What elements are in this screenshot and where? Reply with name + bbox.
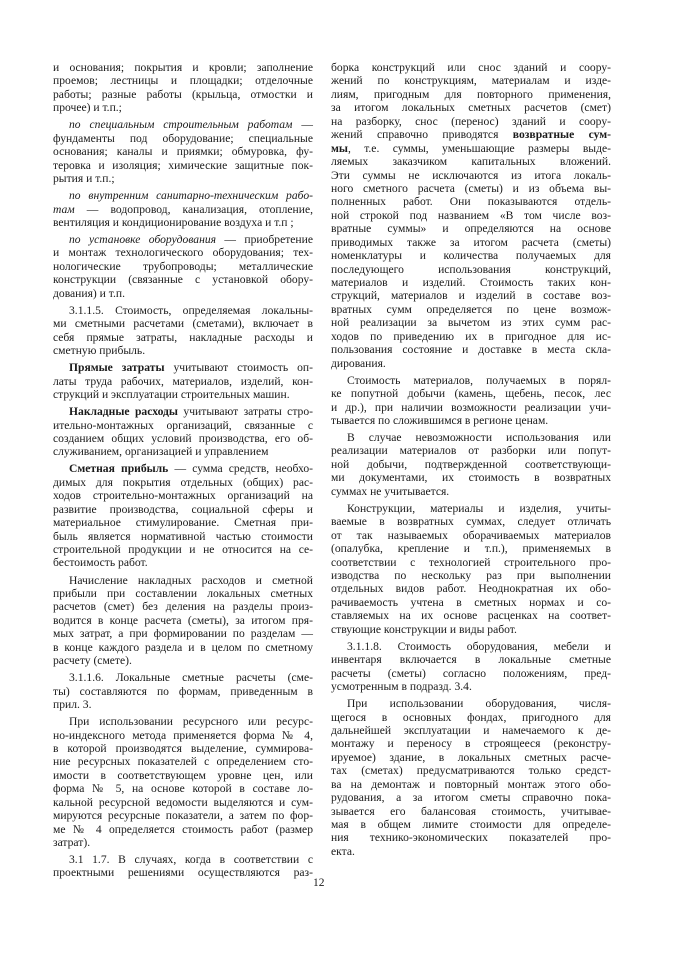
paragraph	[331, 697, 611, 858]
text-line: ке попутной добычи (камень, щебень, песок, лес	[331, 387, 611, 401]
text-line: затрат).	[53, 836, 91, 849]
text-line: изводства по нескольку раз при выполнении	[331, 568, 611, 582]
paragraph	[53, 361, 313, 401]
text-line: ставляемых на их основе расценках на соответ-	[331, 609, 611, 623]
text-line: ной реализации за вычетом из этих сумм рас-	[331, 316, 611, 330]
text-line: При использовании ресурсного или ресурс-	[69, 715, 313, 729]
text-line: Стоимость материалов, получаемых в порял-	[347, 373, 611, 387]
text-line: 3.1.1.8. Стоимость оборудования, мебели и	[347, 639, 611, 653]
text-line: вратные суммы» и определяются на основе	[331, 222, 611, 236]
text-line: Начисление накладных расходов и сметной	[69, 573, 313, 587]
paragraph	[53, 574, 313, 668]
text-line: материальное стимулирование. Сметная при-	[53, 516, 313, 530]
left-column	[53, 61, 313, 880]
text-segment: — сумма средств, необхо-	[168, 462, 313, 476]
text-line: ты) составляются по формам, приведенным в	[53, 684, 313, 698]
text-line	[53, 405, 313, 418]
text-line: (опалубка, крепление и т.п.), применяемых в	[331, 542, 611, 556]
text-line: но-индексного метода применяется форма № 4,	[53, 728, 313, 742]
text-line	[331, 142, 611, 155]
text-line: ствующие конструкции и виды работ.	[331, 622, 517, 636]
paragraph	[331, 61, 611, 370]
paragraph	[331, 431, 611, 498]
text-line: ной добычи, подтвержденной соответствующи-	[331, 457, 611, 471]
text-line: 3.1 1.7. В случаях, когда в соответствии с	[69, 853, 313, 867]
text-line: и др.), при наличии возможности реализации учи-	[331, 400, 611, 414]
text-line: дальнейшей эксплуатации и намечаемого к де-	[331, 723, 611, 737]
text-line: реализации материалов от разборки или попут-	[331, 444, 611, 458]
text-line: прибыли при составлении локальных сметных	[53, 586, 313, 600]
text-segment: учитывают затраты стро-	[177, 405, 313, 419]
text-line: теровка и изоляция; химические защитные пок-	[53, 158, 313, 172]
italic-term: по установке оборудования	[69, 233, 217, 247]
text-line: рытия и т.п.;	[53, 172, 115, 186]
text-line: соответствии с технологией строительного про-	[331, 555, 611, 569]
text-line: нологические трубопроводы; металлические	[53, 259, 313, 273]
text-line: жений по конструкциям, материалам и изде-	[331, 74, 611, 88]
text-line: 3.1.1.5. Стоимость, определяемая локальны-	[69, 303, 313, 317]
italic-term: там	[53, 202, 75, 216]
text-line: борка конструкций или снос зданий и соору-	[331, 61, 611, 74]
text-line: созданием общих условий производства, его об-	[53, 431, 313, 445]
paragraph	[53, 61, 313, 115]
text-line: лиям, пригодным для повторного применения,	[331, 87, 611, 101]
text-line: ваемые в возвратных суммах, следует отличать	[331, 515, 611, 529]
text-line	[53, 233, 313, 246]
bold-term: возвратные сум-	[512, 128, 611, 142]
text-line: мая в общем лимите стоимости для определе-	[331, 818, 611, 832]
text-line: ва на демонтаж и повторный монтаж этого обо-	[331, 777, 611, 791]
text-line: ния технико-экономических показателей про-	[331, 831, 611, 845]
text-line: основания; каналы и приямки; обмуровка, фу-	[53, 145, 313, 159]
text-line: вратных сумм определяется по цене возмож-	[331, 302, 611, 316]
text-line: расчетов (смет) без деления на разделы произ-	[53, 600, 313, 614]
text-line: мируются ресурсные показатели, а затем по фор-	[53, 809, 313, 823]
text-line: струкций и эксплуатации строительных машин.	[53, 388, 290, 402]
text-line: имости в соответствующем уровне цен, или	[53, 768, 313, 782]
text-line	[331, 128, 611, 141]
text-line: в которой производятся выделение, суммирова-	[53, 741, 313, 755]
text-line: суммах не учитывается.	[331, 484, 450, 498]
text-line: тывается по сложившимся в регионе ценам.	[331, 413, 549, 427]
text-line: проектными решениями осуществляются раз-	[53, 866, 313, 880]
text-line: себя прямые затраты, накладные расходы и	[53, 330, 313, 344]
text-line: полненных работ. Они показываются отдель-	[331, 195, 611, 209]
text-line: приводимых также за итогом расчета (сметы)	[331, 235, 611, 249]
paragraph	[331, 502, 611, 636]
text-line: номенклатуры и количества получаемых для	[331, 249, 611, 263]
text-line	[53, 361, 313, 374]
text-line	[53, 118, 313, 131]
text-line: мых затрат, а при формировании по разделам —	[53, 627, 313, 641]
paragraph	[53, 233, 313, 300]
text-line: кальной ресурсной ведомости выделяются и сум-	[53, 795, 313, 809]
paragraph	[331, 374, 611, 428]
text-line: дирования.	[331, 356, 386, 370]
text-line: расчеты (сметы) согласно положениям, пред-	[331, 666, 611, 680]
text-line: 3.1.1.6. Локальные сметные расчеты (сме-	[69, 671, 313, 685]
bold-term: мы	[331, 141, 348, 155]
paragraph	[53, 853, 313, 880]
text-line: за итогом локальных сметных расчетов (смет)	[331, 101, 611, 115]
text-line: рачиваемость учтена в сметных нормах и со-	[331, 595, 611, 609]
text-line: рудования, а за итогом сметы справочно пока-	[331, 791, 611, 805]
text-line: прил. 3.	[53, 698, 92, 712]
text-segment: — приобретение	[216, 233, 313, 247]
paragraph	[53, 671, 313, 711]
text-line: В случае невозможности использования или	[347, 431, 611, 444]
text-line: димых для покрытия отдельных (общих) рас-	[53, 475, 313, 489]
text-line: монтажу и переносу в строящееся (реконстру-	[331, 737, 611, 751]
text-line: служиванием, организацией и управлением	[53, 445, 269, 459]
text-line	[53, 189, 313, 202]
text-line: ного сметного расчета (сметы) и из объема вы-	[331, 181, 611, 195]
text-line: строительной продукции и не относится на се-	[53, 543, 313, 557]
text-line: ходов строительно-монтажных организаций на	[53, 489, 313, 503]
text-line: ляемых заказчиком капитальных вложений.	[331, 155, 611, 169]
italic-term: по специальным строительным работам	[69, 118, 293, 132]
text-line: прочее) и т.п.;	[53, 101, 122, 115]
text-line: последующего использования конструкций,	[331, 262, 611, 276]
text-line: форма № 5, на основе которой в составе ло-	[53, 782, 313, 796]
text-line: ми сметными расчетами (сметами), включает в	[53, 317, 313, 331]
paragraph	[53, 304, 313, 358]
text-line: материалов и изделий. Стоимость таких кон-	[331, 276, 611, 289]
bold-term: Сметная прибыль	[69, 462, 169, 476]
text-line: ние ресурсных показателей с определением сто-	[53, 755, 313, 769]
bold-term: Прямые затраты	[69, 361, 165, 375]
text-line: расчету (смете).	[53, 654, 132, 668]
text-line: бестоимость работ.	[53, 556, 148, 570]
text-line: сметную прибыль.	[53, 344, 146, 358]
paragraph	[331, 640, 611, 694]
text-line: конструкции (связанные с установкой обору-	[53, 273, 313, 287]
text-line: работы; разные работы (крыльца, отмостки и	[53, 87, 313, 101]
text-line: быль является нормативной частью стоимости	[53, 529, 313, 543]
text-line: дования) и т.п.	[53, 286, 125, 300]
text-line: и основания; покрытия и кровли; заполнение	[53, 61, 313, 74]
text-line: на разборку, снос (перенос) зданий и соору-	[331, 114, 611, 128]
text-line: тах (сметах) предусматриваются только средст-	[331, 764, 611, 778]
text-line: екта.	[331, 844, 355, 858]
text-line: При использовании оборудования, числя-	[347, 697, 611, 711]
page-number: 12	[313, 877, 325, 889]
text-segment: —	[292, 118, 313, 132]
text-line: ительно-монтажных организаций, связанные с	[53, 418, 313, 432]
text-line: Эти суммы не исключаются из итога локаль-	[331, 168, 611, 182]
text-line: ме № 4 определяется стоимость работ (размер	[53, 822, 313, 836]
text-line: усмотренным в подразд. 3.4.	[331, 680, 472, 694]
text-line: инвентаря включается в локальные сметные	[331, 653, 611, 667]
text-line	[53, 203, 313, 216]
text-segment: учитывают стоимость оп-	[164, 361, 313, 375]
paragraph	[53, 189, 313, 229]
paragraph	[53, 118, 313, 185]
text-line: щегося в основных фондах, пригодного для	[331, 710, 611, 724]
text-line: и монтаж технологического оборудования; тех-	[53, 246, 313, 260]
right-column	[331, 61, 611, 858]
paragraph	[53, 405, 313, 459]
text-line: фундаменты под оборудование; специальные	[53, 131, 313, 145]
text-line: ми документами, их стоимость в возвратных	[331, 471, 611, 485]
text-line: ной строкой под названием «В том числе воз-	[331, 208, 611, 222]
text-line: ируемое) здание, в локальных сметных расче-	[331, 750, 611, 764]
text-line: Конструкции, материалы и изделия, учиты-	[347, 501, 611, 515]
text-line: струкций, материалов и изделий в составе воз-	[331, 289, 611, 303]
text-line: от так называемых оборачиваемых материалов	[331, 528, 611, 542]
text-line: развитие производства, социальной сферы и	[53, 502, 313, 516]
text-line: зывается его балансовая стоимость, учитывае-	[331, 804, 611, 818]
text-segment: , т.е. суммы, уменьшающие размеры выде-	[347, 141, 611, 155]
bold-term: Накладные расходы	[69, 405, 178, 419]
text-line: водится в конце расчета (сметы), за итогом пря-	[53, 613, 313, 627]
italic-term: по внутренним санитарно-техническим рабо-	[69, 189, 313, 203]
paragraph	[53, 462, 313, 570]
text-line: отдельных видов работ. Неоднократная их обо-	[331, 582, 611, 596]
text-segment: — водопровод, канализация, отопление,	[74, 202, 313, 216]
text-line: вентиляция и кондиционирование воздуха и т.п ;	[53, 216, 294, 229]
paragraph	[53, 715, 313, 849]
text-line: латы труда рабочих, материалов, изделий, кон-	[53, 374, 313, 388]
text-line: в конце каждого раздела и в целом по сметному	[53, 640, 313, 654]
text-line: ходов по приведению их в пригодное для ис-	[331, 329, 611, 343]
text-line: пользования состояние и доставке в места скла-	[331, 343, 611, 357]
text-line	[53, 462, 313, 475]
text-segment: жений справочно приводятся	[331, 128, 513, 142]
text-line: проемов; лестницы и площадки; отделочные	[53, 74, 313, 88]
